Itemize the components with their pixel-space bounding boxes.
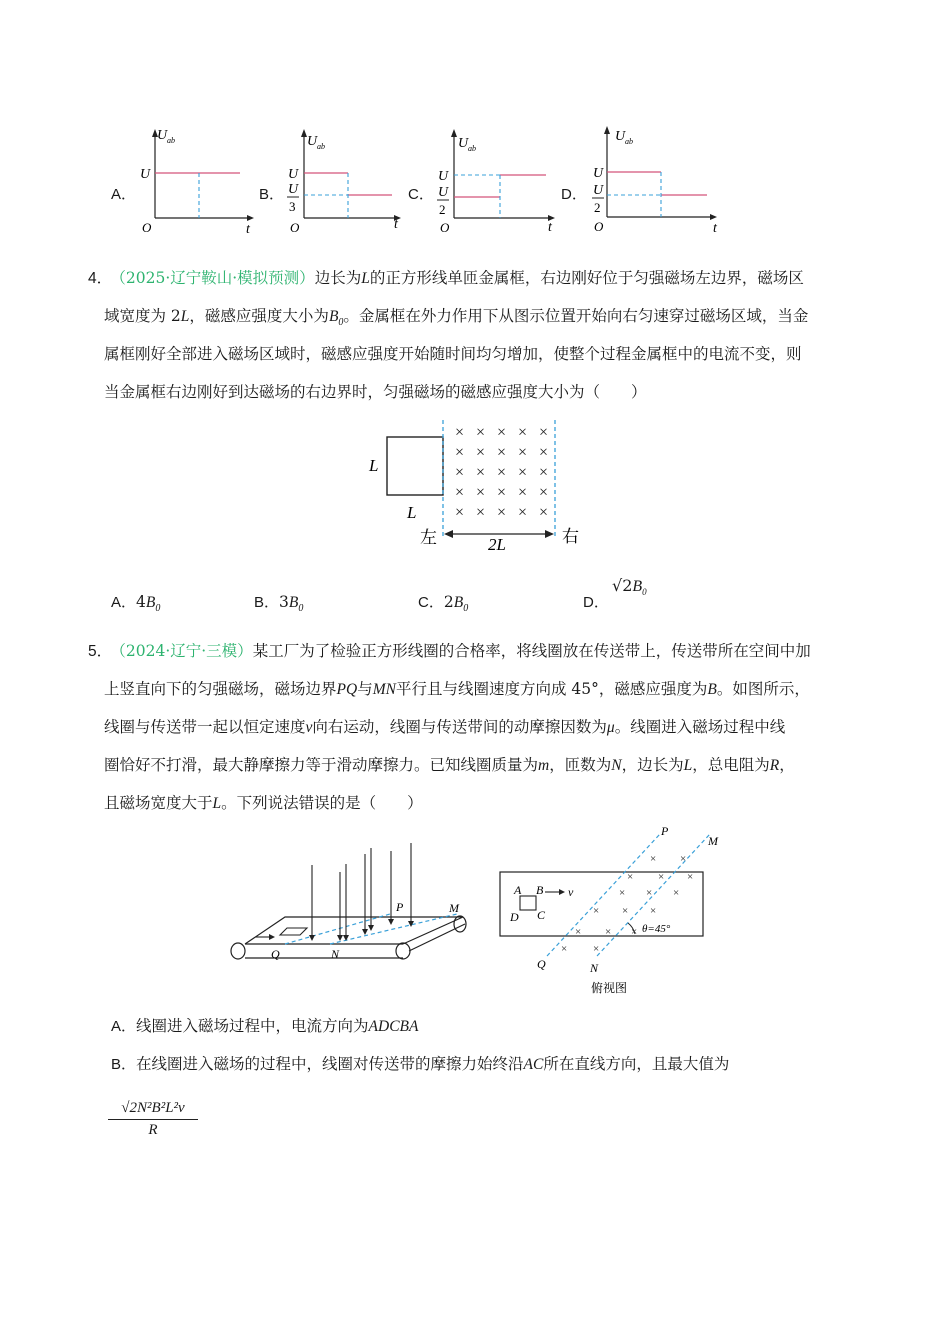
q5-text: ， [779,756,795,774]
field-cross-mark: × [476,464,486,481]
q5-var: m [538,757,550,774]
q4-text: 。金属框在外力作用下从图示位置开始向右匀速穿过磁场区域，当金 [343,307,809,325]
field-cross-mark: × [539,444,549,461]
field-cross-mark: × [455,504,465,521]
q4-option-d[interactable] [583,592,609,613]
graph-c-label: C． [408,186,434,203]
q5-fig-caption: 俯视图 [591,981,628,995]
q4-source: （2025·辽宁鞍山·模拟预测） [118,269,315,287]
q4-option-b-coef: 3 [279,593,289,611]
field-cross-mark: × [497,464,507,481]
q4-option-a-label: A． [111,594,137,611]
q4-figure [360,415,590,555]
field-cross-mark: × [622,905,629,917]
graph-a-tick-u: U [140,167,151,182]
graph-c-tick-frac-den: 2 [439,202,446,217]
q4-text: 域宽度为 2 [104,307,181,325]
q5-fig-right-v: v [568,885,574,899]
field-cross-mark: × [518,424,528,441]
q5-var: L [212,795,222,812]
q5-var: μ [606,719,615,736]
graph-d-x-axis: t [713,221,717,236]
q4-option-b-label: B． [254,594,280,611]
q5-var: PQ [336,681,358,698]
q5-text: 。如图所示， [716,680,810,698]
graph-c-y-sub: ab [468,144,476,153]
field-cross-mark: × [539,424,549,441]
q4-text: ，磁感应强度大小为 [189,307,329,325]
field-cross-mark: × [539,504,549,521]
q5-option-b[interactable] [111,1054,729,1075]
field-cross-mark: × [687,871,694,883]
q5-figure-topview [495,822,730,1000]
q4-fig-right-word: 右 [562,527,579,546]
field-cross-mark: × [650,853,657,865]
q5-fig-left-N: N [331,947,340,961]
graph-b-x-axis: t [394,217,398,232]
q5-var: MN [372,681,396,698]
q5-var: N [611,757,622,774]
q5-text: 。线圈进入磁场过程中线 [614,718,786,736]
q4-fig-side-label: L [369,456,379,475]
q4-option-c[interactable] [418,592,468,619]
field-cross-mark: × [575,926,582,938]
q4-var: L [180,308,190,325]
field-cross-mark: × [561,943,568,955]
q4-option-b[interactable] [254,592,303,619]
q4-option-d-var: B [632,578,643,595]
field-cross-mark: × [455,484,465,501]
q4-option-a-var: B [145,594,156,611]
q5-option-b-denominator: R [148,1122,158,1138]
field-cross-mark: × [476,444,486,461]
q5-fig-right-angle: θ=45° [642,923,671,935]
graph-c-tick-u: U [438,169,449,184]
q4-option-a-sub: 0 [155,603,161,615]
q5-fig-right-P: P [661,824,669,838]
q5-option-a-label: A． [111,1018,137,1035]
field-cross-mark: × [605,926,612,938]
graph-d-origin: O [594,219,604,234]
q5-source: （2024·辽宁·三模） [118,642,253,660]
field-cross-mark: × [497,444,507,461]
q5-fig-right-N: N [590,961,599,975]
q5-text: ，总电阻为 [692,756,770,774]
q4-option-a-coef: 4 [136,593,146,611]
graph-b-y-axis: U [307,134,318,149]
q5-fig-left-Q: Q [271,947,280,961]
field-cross-mark: × [476,484,486,501]
graph-d-y-sub: ab [625,137,633,146]
q4-line3: 属框刚好全部进入磁场区域时，磁感应强度开始随时间均匀增加，使整个过程金属框中的电流不变，则 [104,345,802,363]
q5-figure-conveyor [225,840,475,970]
graph-d-tick-frac-den: 2 [594,200,601,215]
field-cross-mark: × [627,871,634,883]
q5-option-b-label: B． [111,1056,137,1073]
field-cross-mark: × [539,484,549,501]
q5-number: 5． [88,643,113,660]
q4-sub: 0 [338,317,344,329]
graph-b-label: B． [259,186,285,203]
q5-text: 线圈与传送带一起以恒定速度 [104,718,306,736]
q5-text: ，匝数为 [549,756,612,774]
q4-line1 [88,268,804,289]
field-cross-mark: × [518,504,528,521]
field-cross-mark: × [497,504,507,521]
q4-fig-left-word: 左 [420,528,437,547]
q4-text: 边长为 [314,269,362,287]
graph-c-origin: O [440,220,450,235]
q5-fig-left-M: M [449,901,459,915]
q5-option-b-numerator: √2N²B²L²v [108,1100,198,1120]
q5-line5 [104,793,423,814]
field-cross-mark: × [455,424,465,441]
q5-var: B [707,681,717,698]
field-cross-mark: × [539,464,549,481]
graph-a-y-sub: ab [167,136,175,145]
q4-option-d-expr [612,576,647,597]
field-cross-mark: × [646,887,653,899]
q5-fig-right-C: C [537,908,546,922]
field-cross-mark: × [497,424,507,441]
q5-option-a-var: ADCBA [368,1018,419,1035]
q5-option-a[interactable] [111,1016,418,1037]
field-cross-mark: × [673,887,680,899]
graph-d [585,120,725,236]
q5-text: 与 [357,680,373,698]
graph-a-label: A． [111,186,137,203]
q5-fig-right-M: M [708,834,718,848]
q5-line2 [104,679,810,700]
q4-fig-bottom-label: L [407,503,417,522]
graph-b-tick-frac-den: 3 [289,199,296,214]
field-cross-mark: × [518,464,528,481]
q4-option-d-label: D． [583,594,609,611]
q5-text: 上竖直向下的匀强磁场，磁场边界 [104,680,337,698]
q5-option-b-text: 在线圈进入磁场的过程中，线圈对传送带的摩擦力始终沿 [136,1055,524,1073]
field-cross-mark: × [518,484,528,501]
graph-b-tick-u: U [288,167,299,182]
q5-text: 向右运动，线圈与传送带间的动摩擦因数为 [312,718,607,736]
graph-c-tick-frac-num: U [438,185,449,200]
q5-fig-right-B: B [536,883,544,897]
graph-b-y-sub: ab [317,142,325,151]
q5-text: 。下列说法错误的是（ ） [221,794,423,812]
q5-option-b-fraction [108,1100,198,1139]
q5-fig-right-D: D [510,910,519,924]
q5-fig-right-Q: Q [537,957,546,971]
q5-fig-right-A: A [514,883,522,897]
q5-text: 圈恰好不打滑，最大静摩擦力等于滑动摩擦力。已知线圈质量为 [104,756,539,774]
field-cross-mark: × [619,887,626,899]
graph-a-origin: O [142,220,152,235]
field-cross-mark: × [650,905,657,917]
field-cross-mark: × [631,926,638,938]
q5-option-b-text2: 所在直线方向，且最大值为 [543,1055,730,1073]
q4-option-d-coef: √2 [612,576,633,595]
q4-option-c-sub: 0 [463,603,469,615]
graph-b-tick-frac-num: U [288,182,299,197]
graph-d-tick-u: U [593,166,604,181]
q5-text: ，边长为 [621,756,684,774]
graph-a-x-axis: t [246,222,250,235]
field-cross-mark: × [476,504,486,521]
q5-var: L [683,757,693,774]
graph-d-y-axis: U [615,129,626,144]
graph-b-origin: O [290,220,300,235]
graph-b [282,125,404,235]
q5-option-a-text: 线圈进入磁场过程中，电流方向为 [136,1017,369,1035]
q4-option-b-var: B [288,594,299,611]
q5-line3 [104,717,785,738]
field-cross-mark: × [518,444,528,461]
q4-option-a[interactable] [111,592,160,619]
field-cross-mark: × [593,905,600,917]
q5-var: R [769,757,780,774]
q4-option-b-sub: 0 [298,603,304,615]
q5-text: 某工厂为了检验正方形线圈的合格率，将线圈放在传送带上，传送带所在空间中加 [252,642,811,660]
field-cross-mark: × [593,943,600,955]
field-cross-mark: × [680,853,687,865]
q4-var: L [361,270,370,287]
graph-c-x-axis: t [548,220,552,235]
field-cross-mark: × [658,871,665,883]
field-cross-mark: × [497,484,507,501]
graph-a [135,125,255,235]
field-cross-mark: × [476,424,486,441]
field-cross-mark: × [455,444,465,461]
q5-line4 [104,755,795,776]
q4-text: 的正方形线单匝金属框，右边刚好位于匀强磁场左边界，磁场区 [369,269,804,287]
q4-option-c-var: B [453,594,464,611]
q4-number: 4． [88,270,113,287]
graph-a-y-axis: U [157,128,168,143]
q5-line1 [88,641,811,662]
q5-text: 且磁场宽度大于 [104,794,213,812]
graph-d-tick-frac-num: U [593,183,604,198]
q4-line4: 当金属框右边刚好到达磁场的右边界时，匀强磁场的磁感应强度大小为（ ） [104,383,647,401]
graph-c [432,125,560,237]
q5-fig-left-P: P [396,900,404,914]
q5-text: 平行且与线圈速度方向成 45°，磁感应强度为 [395,680,708,698]
q5-var: v [305,719,313,736]
q4-var: B [328,308,339,325]
q5-option-b-var: AC [523,1056,544,1073]
graph-d-label: D． [561,186,587,203]
q4-line2 [104,306,808,333]
q4-option-c-coef: 2 [443,593,454,611]
field-cross-mark: × [455,464,465,481]
q4-option-d-sub: 0 [642,587,647,598]
q4-option-c-label: C． [418,594,444,611]
q4-fig-width-label: 2L [488,535,506,554]
graph-c-y-axis: U [458,136,469,151]
